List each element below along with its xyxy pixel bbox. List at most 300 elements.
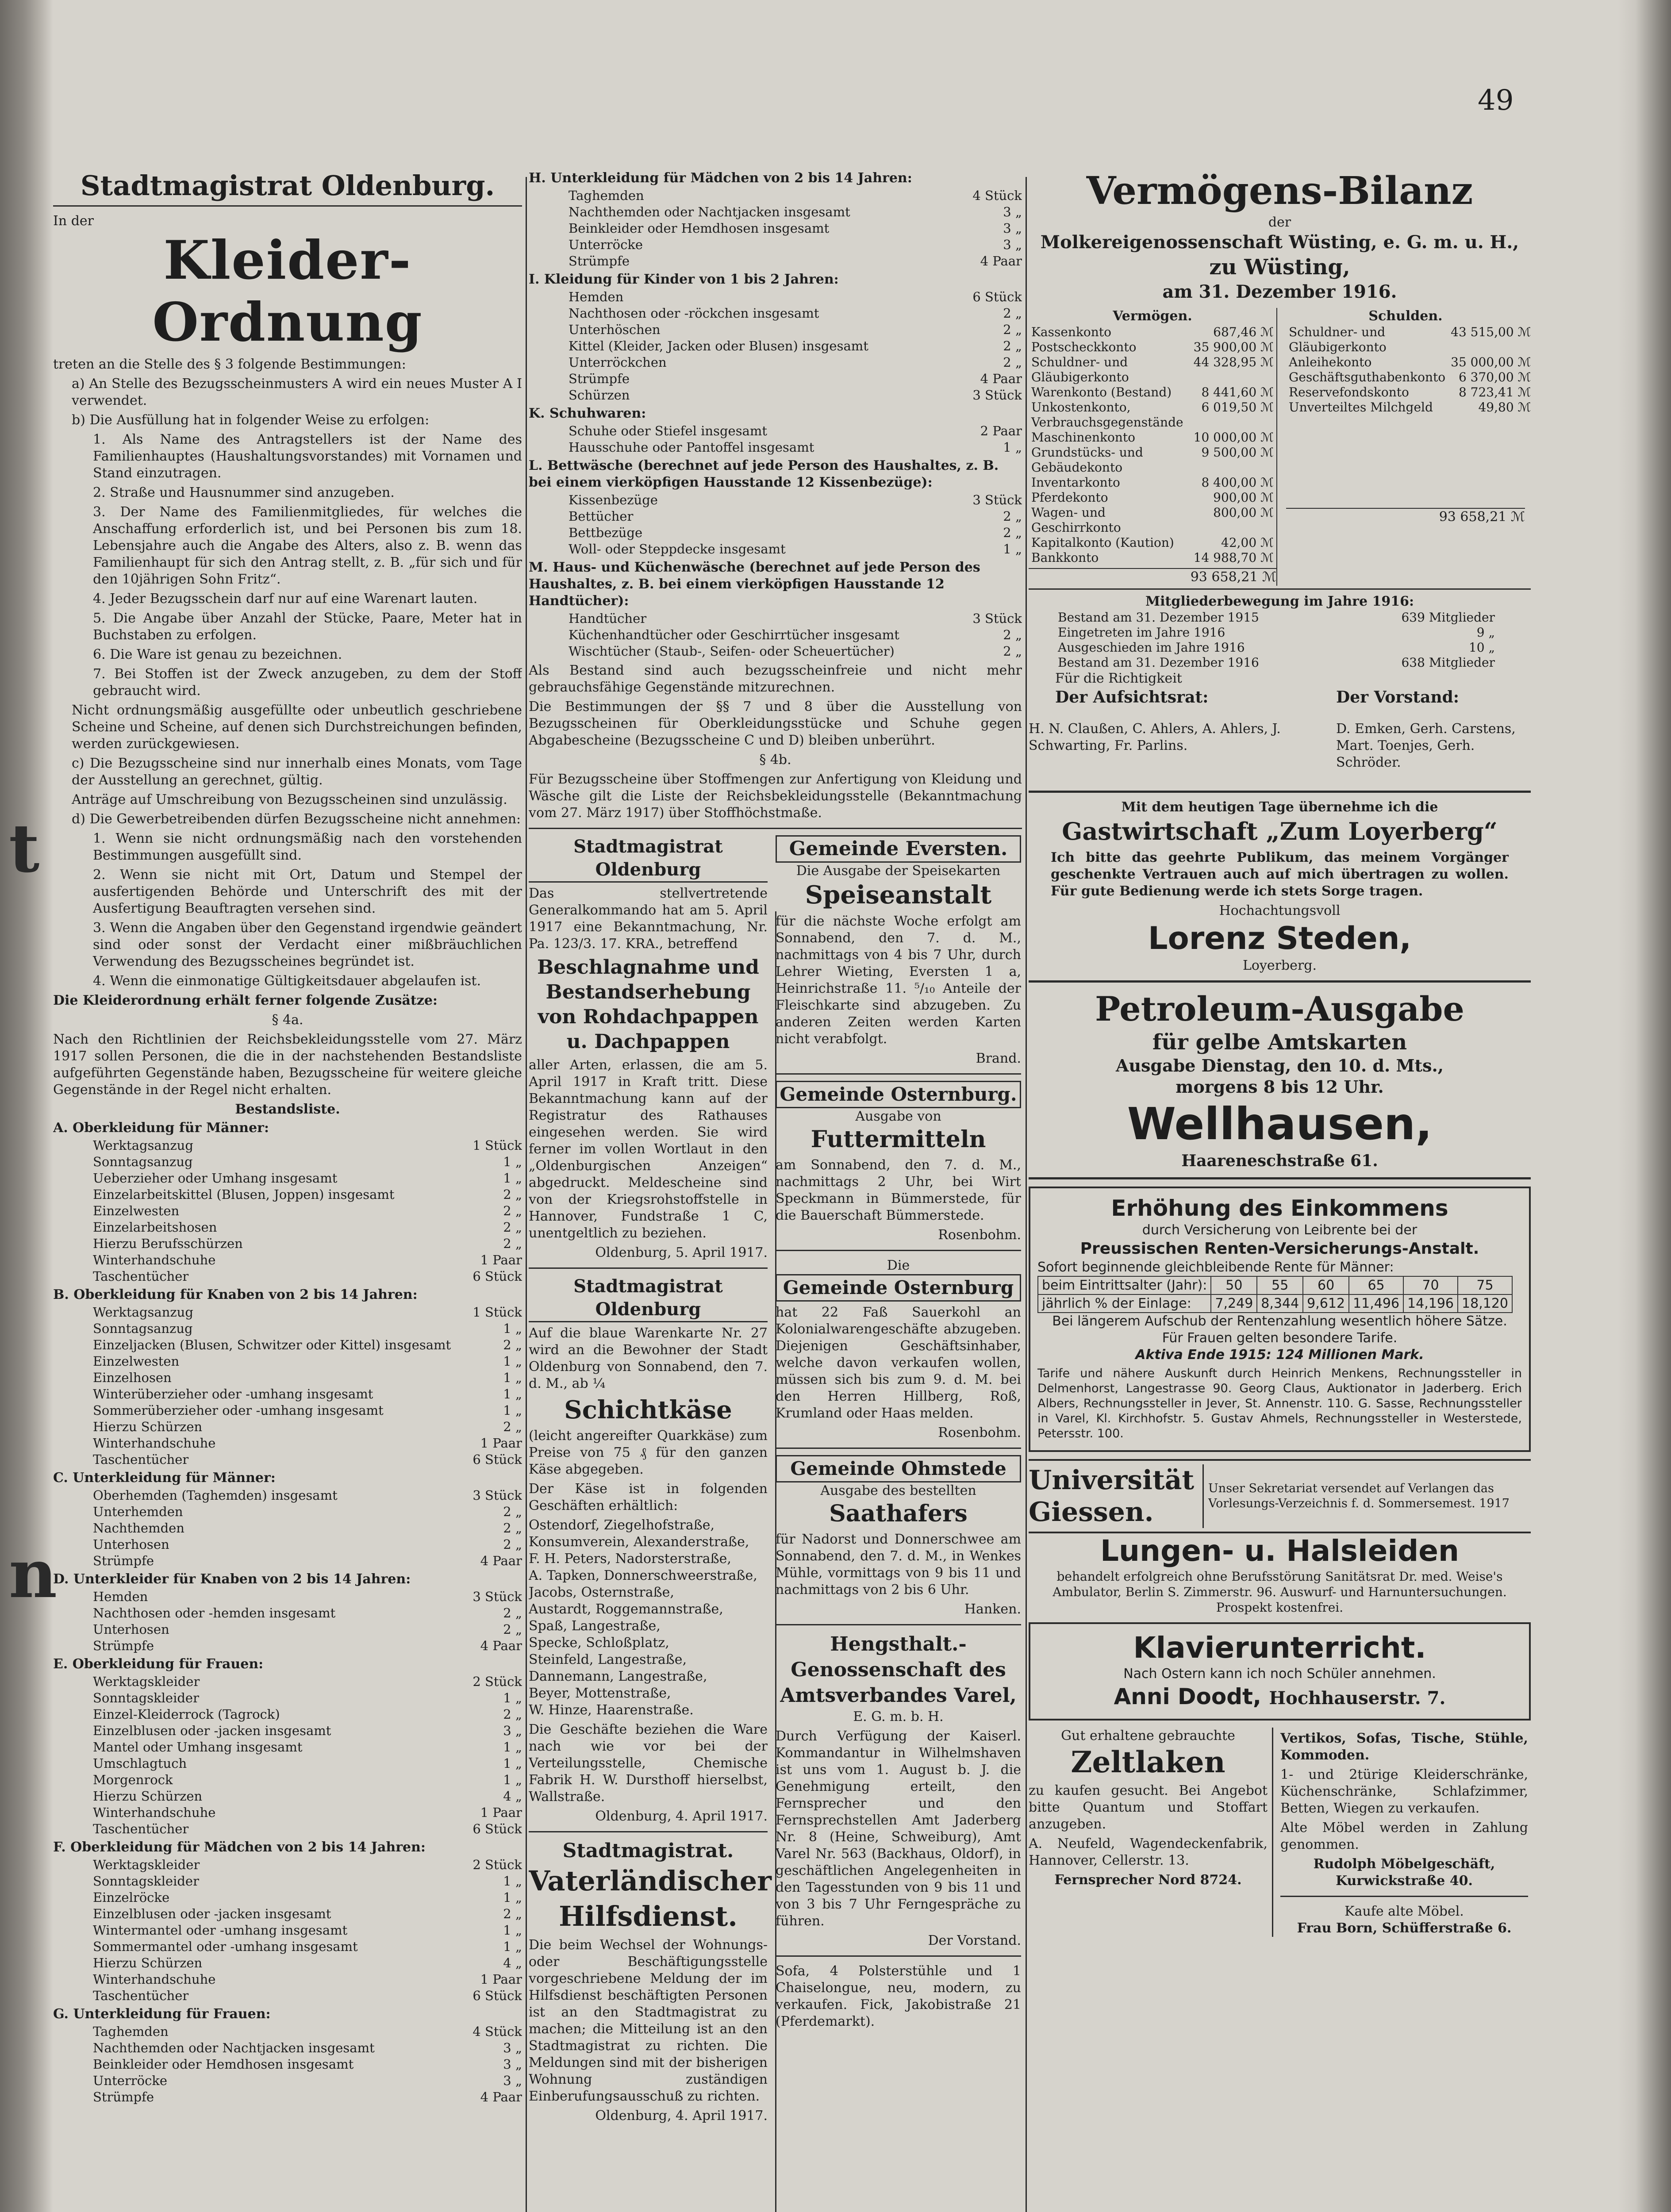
mitglieder-table xyxy=(1055,610,1498,670)
paragraph-4b-text: Für Bezugsscheine über Stoffmengen zur Anfertigung von Kleidung und Wäsche gilt die Liste der Reichsbekleidungsstelle (Bekanntmachung vom 27. März 1917) über Stoffhöchstmaße. xyxy=(529,772,1022,821)
notice-header: Stadtmagistrat Oldenburg xyxy=(529,1275,768,1322)
item-quantity: 2 Stück xyxy=(472,1857,522,1872)
item-quantity: 1 „ xyxy=(503,1154,522,1169)
item-quantity: 1 Paar xyxy=(480,1252,522,1267)
ad-renten-text: Für Frauen gelten besondere Tarife. xyxy=(1162,1330,1398,1346)
rates-cell: 11,496 xyxy=(1349,1294,1403,1313)
ad-klavier xyxy=(1029,1622,1531,1720)
item-quantity: 3 „ xyxy=(503,2073,522,2088)
ad-moebel-name: Rudolph Möbelgeschäft, Kurwickstraße 40. xyxy=(1313,1856,1495,1889)
table-row xyxy=(53,1955,522,1971)
group-title: M. Haus- und Küchenwäsche (berechnet auf jede Person des Haushaltes, z. B. bei einem vierköpfigen Hausstande 12 Handtücher): xyxy=(529,560,980,609)
table-row xyxy=(53,1187,522,1203)
item-name: Sommerüberzieher oder -umhang insgesamt xyxy=(93,1403,384,1418)
table-row xyxy=(1038,1276,1512,1294)
notices-left xyxy=(529,835,772,2124)
notice-title: Futtermitteln xyxy=(811,1126,986,1153)
account-value: 14 988,70 ℳ xyxy=(1193,550,1274,565)
account-value: 6 019,50 ℳ xyxy=(1201,400,1274,415)
item-name: Handtücher xyxy=(569,611,647,626)
table-row xyxy=(53,1170,522,1187)
table-row xyxy=(529,188,1022,204)
item-name: Winterhandschuhe xyxy=(93,1252,216,1267)
section-header: Stadtmagistrat Oldenburg. xyxy=(53,168,522,207)
account-value: 49,80 ℳ xyxy=(1478,400,1531,415)
table-row xyxy=(529,611,1022,627)
ad-moebel-name: Frau Born, Schüfferstraße 6. xyxy=(1297,1920,1512,1936)
table-row xyxy=(53,1889,522,1906)
notice-text: Ausgabe des bestellten xyxy=(820,1483,976,1498)
item-quantity: 2 „ xyxy=(503,1605,522,1621)
table-row xyxy=(53,1857,522,1873)
item-name: Taghemden xyxy=(569,188,644,203)
ad-loyerberg-title: Gastwirtschaft „Zum Loyerberg“ xyxy=(1062,817,1498,845)
shop-list xyxy=(529,1517,768,1719)
richtigkeit-text: Für die Richtigkeit xyxy=(1055,671,1182,686)
table-row xyxy=(53,1504,522,1520)
item-quantity: 2 „ xyxy=(503,1622,522,1637)
aufsichtsrat-label: Der Aufsichtsrat: xyxy=(1055,688,1209,707)
item-name: Unterröcke xyxy=(569,237,643,252)
item-name: Nachthemden oder Nachtjacken insgesamt xyxy=(93,2040,375,2055)
item-name: Sonntagsanzug xyxy=(93,1154,193,1169)
lead-text: treten an die Stelle des § 3 folgende Bestimmungen: xyxy=(53,357,406,372)
rates-cell: 50 xyxy=(1211,1276,1257,1294)
table-row xyxy=(53,1435,522,1452)
bestimmungen-text: Die Bestimmungen der §§ 7 und 8 über die Ausstellung von Bezugsscheinen für Oberkleidungsstücke und Schuhe gegen Abgabescheine (Bezugsscheine C und D) bleiben unberührt. xyxy=(529,699,1022,748)
bestand-note: Als Bestand sind auch bezugsscheinfreie und nicht mehr gebrauchsfähige Gegenstände mitzurechnen. xyxy=(529,663,1022,695)
item-quantity: 3 „ xyxy=(1003,237,1022,252)
account-value: 638 Mitglieder xyxy=(1401,655,1495,670)
shop-item: Specke, Schloßplatz, xyxy=(529,1635,669,1651)
account-name: Kassenkonto xyxy=(1031,325,1111,339)
schulden-header: Schulden. xyxy=(1368,308,1443,324)
item-name: Einzelblusen oder -jacken insgesamt xyxy=(93,1906,331,1921)
shop-item: Dannemann, Langestraße, xyxy=(529,1669,707,1684)
notice-title: Beschlagnahme und Bestandserhebung von Rohdachpappen u. Dachpappen xyxy=(537,956,759,1053)
ad-petroleum-name: Wellhausen, xyxy=(1127,1098,1433,1150)
table-row xyxy=(53,1772,522,1788)
ad-klavier-addr: Hochhauserstr. 7. xyxy=(1269,1688,1446,1709)
shop-item: W. Hinze, Haarenstraße. xyxy=(529,1702,694,1718)
group-title: K. Schuhwaren: xyxy=(529,406,646,421)
table-row xyxy=(1055,655,1498,670)
table-row xyxy=(53,1922,522,1939)
shop-item: Spaß, Langestraße, xyxy=(529,1618,661,1634)
account-value: 9 „ xyxy=(1476,625,1495,640)
item-name: Taschentücher xyxy=(93,1452,189,1467)
table-row xyxy=(53,1304,522,1321)
table-row xyxy=(529,371,1022,387)
item-quantity: 1 Stück xyxy=(472,1305,522,1320)
table-row xyxy=(1286,355,1531,370)
account-name: Inventarkonto xyxy=(1031,475,1120,490)
schulden-side xyxy=(1286,308,1531,586)
table-row xyxy=(1286,400,1531,415)
rates-cell: 14,196 xyxy=(1403,1294,1458,1313)
ad-klavier-title: Klavierunterricht. xyxy=(1133,1631,1426,1665)
vermoegen-header: Vermögen. xyxy=(1113,308,1192,324)
ad-renten-text: durch Versicherung von Leibrente bei der xyxy=(1142,1222,1417,1238)
account-name: Wagen- und Geschirrkonto xyxy=(1031,505,1121,535)
ad-zeltlaken-text: zu kaufen gesucht. Bei Angebot bitte Quantum und Stoffart anzugeben. xyxy=(1029,1783,1268,1832)
vorstand-label: Der Vorstand: xyxy=(1336,688,1460,707)
list-item: 1. Als Name des Antragstellers ist der Name des Familienhauptes (Haushaltungsvorstandes) mit Vornamen und Stand einzutragen. xyxy=(93,432,522,481)
d-item-list xyxy=(53,830,522,990)
item-name: Einzel-Kleiderrock (Tagrock) xyxy=(93,1707,280,1722)
table-row xyxy=(1286,385,1531,400)
ad-moebel-text: 1- und 2türige Kleiderschränke, Küchenschränke, Schlafzimmer, Betten, Wiegen zu verkaufen. xyxy=(1280,1767,1528,1816)
table-row xyxy=(529,305,1022,322)
account-name: Bankkonto xyxy=(1031,550,1099,565)
list-item: 4. Wenn die einmonatige Gültigkeitsdauer abgelaufen ist. xyxy=(93,973,481,989)
ads-bottom xyxy=(1029,1728,1531,1937)
item-name: Kittel (Kleider, Jacken oder Blusen) insgesamt xyxy=(569,338,868,353)
ad-petroleum-sub: für gelbe Amtskarten xyxy=(1152,1030,1407,1055)
account-value: 9 500,00 ℳ xyxy=(1201,445,1274,460)
table-row xyxy=(529,627,1022,643)
bestandsliste xyxy=(53,1120,522,2105)
table-row xyxy=(1055,640,1498,655)
account-name: Schuldner- und Gläubigerkonto xyxy=(1289,325,1387,354)
page-edge xyxy=(1618,0,1671,2212)
item-name: Hierzu Berufsschürzen xyxy=(93,1236,243,1251)
item-name: Einzeljacken (Blusen, Schwitzer oder Kittel) insgesamt xyxy=(93,1337,451,1352)
group-title: E. Oberkleidung für Frauen: xyxy=(53,1656,264,1672)
rates-label: beim Eintrittsalter (Jahr): xyxy=(1038,1276,1211,1294)
account-name: Postscheckkonto xyxy=(1031,340,1137,354)
table-row xyxy=(53,1873,522,1889)
ad-giessen xyxy=(1029,1459,1531,1533)
item-quantity: 4 Paar xyxy=(480,2089,522,2104)
ad-petroleum-time: morgens 8 bis 12 Uhr. xyxy=(1175,1077,1384,1097)
account-value: 35 900,00 ℳ xyxy=(1193,340,1274,354)
notice-date: Oldenburg, 5. April 1917. xyxy=(595,1245,768,1260)
list-item: 3. Der Name des Familienmitgliedes, für welches die Anschaffung erforderlich ist, und bei Personen bis zum 18. Lebensjahre auch die Angabe des Alters, also z. B. wenn das Familienhaupt für sich den Antrag stellt, z. B. „für sich und für den 10jährigen Sohn Fritz“. xyxy=(93,504,522,587)
account-value: 44 328,95 ℳ xyxy=(1193,355,1274,369)
item-name: Einzelarbeitshosen xyxy=(93,1220,217,1235)
group-title: L. Bettwäsche (berechnet auf jede Person des Haushaltes, z. B. bei einem vierköpfigen Hausstande 12 Kissenbezüge): xyxy=(529,458,999,490)
account-value: 10 000,00 ℳ xyxy=(1193,430,1274,445)
item-quantity: 6 Stück xyxy=(472,1988,522,2003)
item-quantity: 3 Stück xyxy=(472,1589,522,1604)
table-row xyxy=(53,1939,522,1955)
item-quantity: 3 Stück xyxy=(972,388,1022,403)
ad-renten-text: Tarife und nähere Auskunft durch Heinrich Menkens, Rechnungssteller in Delmenhorst, Langestrasse 90. Georg Claus, Auktionator in Jaderberg. Erich Albers, Rechnungssteller in Jever, St. Annenstr. 110. G. Sasse, Rechnungssteller in Varel, Kl. Kirchhofstr. 5. Gustav Ahmels, Rechnungssteller in Westerstede, Petersstr. 100. xyxy=(1037,1367,1522,1440)
account-name: Unkostenkonto, Verbrauchsgegenstände xyxy=(1031,400,1183,430)
account-name: Anleihekonto xyxy=(1289,355,1372,369)
item-quantity: 1 Stück xyxy=(472,1138,522,1153)
account-value: 43 515,00 ℳ xyxy=(1451,325,1531,339)
account-value: 900,00 ℳ xyxy=(1213,490,1274,505)
table-row xyxy=(53,2056,522,2073)
table-row xyxy=(53,1487,522,1504)
table-row xyxy=(53,1988,522,2004)
item-quantity: 1 „ xyxy=(503,1874,522,1889)
item-name: Nachthemden oder Nachtjacken insgesamt xyxy=(569,204,850,219)
item-name: Bettbezüge xyxy=(569,525,643,540)
table-row xyxy=(53,1805,522,1821)
table-row xyxy=(53,1706,522,1723)
item-name: Sommermantel oder -umhang insgesamt xyxy=(93,1939,358,1954)
notice-date: Oldenburg, 4. April 1917. xyxy=(595,1809,768,1824)
account-value: 8 441,60 ℳ xyxy=(1201,385,1274,399)
table-row xyxy=(53,1236,522,1252)
item-quantity: 4 Paar xyxy=(480,1638,522,1653)
item-quantity: 3 „ xyxy=(503,2057,522,2072)
item-name: Einzelwesten xyxy=(93,1203,180,1218)
item-quantity: 6 Stück xyxy=(972,289,1022,304)
item-quantity: 2 „ xyxy=(503,1236,522,1251)
item-quantity: 6 Stück xyxy=(472,1821,522,1836)
item-name: Einzelwesten xyxy=(93,1354,180,1369)
ad-renten-title: Erhöhung des Einkommens xyxy=(1111,1195,1448,1221)
item-quantity: 2 „ xyxy=(503,1504,522,1519)
list-item: 7. Bei Stoffen ist der Zweck anzugeben, zu dem der Stoff gebraucht wird. xyxy=(93,666,522,699)
item-quantity: 2 „ xyxy=(1003,306,1022,321)
item-name: Hierzu Schürzen xyxy=(93,1419,203,1434)
notice-sign: Rosenbohm. xyxy=(938,1425,1021,1440)
list-title: Bestandsliste. xyxy=(235,1102,340,1117)
notice-date: Oldenburg, 4. April 1917. xyxy=(595,2108,768,2124)
item-quantity: 2 „ xyxy=(503,1220,522,1235)
account-value: 800,00 ℳ xyxy=(1213,505,1274,520)
item-quantity: 2 „ xyxy=(503,1337,522,1352)
table-row xyxy=(1029,490,1276,505)
table-row xyxy=(53,1906,522,1922)
item-quantity: 4 Paar xyxy=(980,253,1022,269)
vermoegen-side xyxy=(1029,308,1277,586)
notice-text: hat 22 Faß Sauerkohl an Kolonialwarengeschäfte abzugeben. Diejenigen Geschäftsinhaber, welche davon verkaufen wollen, müssen sich bis zum 9. d. M. bei den Herren Hillberg, Roß, Krumland oder Haas melden. xyxy=(776,1305,1021,1421)
signatures xyxy=(1029,687,1531,784)
ad-zeltlaken-title: Zeltlaken xyxy=(1071,1745,1225,1779)
aufsichtsrat-names: H. N. Claußen, C. Ahlers, A. Ahlers, J. Schwarting, Fr. Parlins. xyxy=(1029,721,1281,753)
list-item: 2. Wenn sie nicht mit Ort, Datum und Stempel der ausfertigenden Behörde und Unterschrift des mit der Ausfertigung Beauftragten versehen sind. xyxy=(93,867,522,916)
table-row xyxy=(1029,400,1276,430)
table-row xyxy=(1055,610,1498,625)
ad-giessen-title: Universität Giessen. xyxy=(1029,1464,1204,1528)
book-spine xyxy=(0,0,58,2212)
table-row xyxy=(1038,1294,1512,1313)
account-name: Maschinenkonto xyxy=(1031,430,1136,445)
item-quantity: 4 Stück xyxy=(472,2024,522,2039)
group-title: G. Unterkleidung für Frauen: xyxy=(53,2006,271,2022)
table-row xyxy=(529,237,1022,253)
table-row xyxy=(53,1788,522,1805)
item-name: Werktagskleider xyxy=(93,1857,200,1872)
ad-moebel xyxy=(1280,1728,1528,1937)
account-name: Grundstücks- und Gebäudekonto xyxy=(1031,445,1143,475)
item-name: Hemden xyxy=(93,1589,148,1604)
table-row xyxy=(53,1621,522,1638)
account-value: 35 000,00 ℳ xyxy=(1451,355,1531,369)
column-kleiderordnung xyxy=(53,168,522,2212)
item-quantity: 1 „ xyxy=(503,1354,522,1369)
rates-cell: 18,120 xyxy=(1458,1294,1512,1313)
account-name: Ausgeschieden im Jahre 1916 xyxy=(1058,640,1245,655)
table-row xyxy=(53,1321,522,1337)
item-quantity: 2 Paar xyxy=(980,423,1022,438)
item-name: Winterhandschuhe xyxy=(93,1805,216,1820)
item-quantity: 2 „ xyxy=(1003,322,1022,337)
notice-sign: Brand. xyxy=(976,1051,1021,1066)
item-name: Strümpfe xyxy=(93,1638,154,1653)
account-name: Eingetreten im Jahre 1916 xyxy=(1058,625,1225,640)
paragraph-c: c) Die Bezugsscheine sind nur innerhalb eines Monats, vom Tage der Ausstellung an gerechnet, gültig. xyxy=(72,756,522,788)
item-quantity: 1 „ xyxy=(503,1321,522,1336)
item-name: Werktagsanzug xyxy=(93,1305,193,1320)
account-name: Geschäftsguthabenkonto xyxy=(1289,370,1446,384)
rates-label: jährlich % der Einlage: xyxy=(1038,1294,1211,1313)
shop-item: Jacobs, Osternstraße, xyxy=(529,1585,674,1600)
item-quantity: 2 „ xyxy=(503,1187,522,1202)
table-row xyxy=(529,204,1022,220)
table-row xyxy=(53,1386,522,1402)
item-quantity: 2 „ xyxy=(503,1707,522,1722)
notice-title: Hengsthalt.-Genossenschaft des Amtsverbandes Varel, xyxy=(780,1633,1017,1707)
item-quantity: 3 Stück xyxy=(472,1488,522,1503)
item-quantity: 1 „ xyxy=(503,1939,522,1954)
group-title: A. Oberkleidung für Männer: xyxy=(53,1120,269,1136)
table-row xyxy=(1029,445,1276,475)
item-name: Küchenhandtücher oder Geschirrtücher insgesamt xyxy=(569,627,899,642)
item-quantity: 1 „ xyxy=(503,1171,522,1186)
table-row xyxy=(1286,325,1531,355)
list-item: 3. Wenn die Angaben über den Gegenstand irgendwie geändert sind oder sonst der Verdacht einer mißbräuchlichen Verwendung des Bezugsscheines begründet ist. xyxy=(93,920,522,969)
shop-item: F. H. Peters, Nadorsterstraße, xyxy=(529,1551,731,1567)
item-quantity: 1 Paar xyxy=(480,1436,522,1451)
item-quantity: 1 Paar xyxy=(480,1972,522,1987)
table-row xyxy=(1055,625,1498,640)
item-quantity: 2 „ xyxy=(1003,338,1022,353)
item-quantity: 4 Paar xyxy=(480,1553,522,1568)
cut-letter: n xyxy=(9,1535,58,1613)
table-row xyxy=(1029,475,1276,490)
table-row xyxy=(53,1638,522,1654)
account-value: 8 723,41 ℳ xyxy=(1458,385,1531,399)
ad-renten-company: Preussischen Renten-Versicherungs-Anstalt. xyxy=(1080,1240,1479,1258)
item-quantity: 4 Paar xyxy=(980,371,1022,386)
item-name: Schuhe oder Stiefel insgesamt xyxy=(569,423,768,438)
bilanz-table xyxy=(1029,308,1531,590)
notice-text: Der Käse ist in folgenden Geschäften erhältlich: xyxy=(529,1481,768,1513)
paragraph-c-note: Anträge auf Umschreibung von Bezugsscheinen sind unzulässig. xyxy=(72,792,507,807)
item-name: Einzelblusen oder -jacken insgesamt xyxy=(93,1723,331,1738)
ad-petroleum-title: Petroleum-Ausgabe xyxy=(1095,989,1464,1029)
table-row xyxy=(529,322,1022,338)
table-row xyxy=(1029,385,1276,400)
shop-item: Austardt, Roggemannstraße, xyxy=(529,1601,723,1617)
item-quantity: 4 Stück xyxy=(972,188,1022,203)
item-name: Winterüberzieher oder -umhang insgesamt xyxy=(93,1386,373,1402)
notice-text: Die beim Wechsel der Wohnungs- oder Beschäftigungsstelle vorgeschriebene Meldung der im Hilfsdienst beschäftigten Personen ist an den Stadtmagistrat zu machen; die Mitteilung ist an den Stadtmagistrat zu richten. Die Meldungen sind mit der bisherigen Wohnung zuständigen Einberufungsausschuß zu richten. xyxy=(529,1937,768,2104)
item-quantity: 6 Stück xyxy=(472,1269,522,1284)
item-quantity: 3 „ xyxy=(503,2040,522,2055)
notice-header: Stadtmagistrat. xyxy=(562,1839,734,1862)
table-row xyxy=(529,508,1022,525)
ad-loyerberg-text: Ich bitte das geehrte Publikum, das meinem Vorgänger geschenkte Vertrauen auch auf mich übertragen zu wollen. Für gute Bedienung werde ich stets Sorge tragen. xyxy=(1051,850,1509,899)
rates-cell: 65 xyxy=(1349,1276,1403,1294)
rates-cell: 70 xyxy=(1403,1276,1458,1294)
table-row xyxy=(1029,355,1276,385)
item-quantity: 1 „ xyxy=(503,1890,522,1905)
item-quantity: 2 „ xyxy=(503,1521,522,1536)
notices-right xyxy=(776,835,1021,2124)
shop-item: Beyer, Mottenstraße, xyxy=(529,1686,671,1701)
notice-text: Die Ausgabe der Speisekarten xyxy=(796,863,1001,879)
notice-header: Gemeinde Ohmstede xyxy=(776,1455,1021,1482)
table-row xyxy=(53,1723,522,1739)
table-row xyxy=(53,1674,522,1690)
ad-lungen-text: behandelt erfolgreich ohne Berufsstörung Sanitätsrat Dr. med. Weise's Ambulator, Berlin S. Zimmerstr. 96. Auswurf- und Harnuntersuchungen. Prospekt kostenfrei. xyxy=(1053,1569,1507,1615)
list-item: 1. Wenn sie nicht ordnungsmäßig nach den vorstehenden Bestimmungen ausgefüllt sind. xyxy=(93,831,522,863)
item-name: Wischtücher (Staub-, Seifen- oder Scheuertücher) xyxy=(569,644,895,659)
notice-text: E. G. m. b. H. xyxy=(853,1709,944,1724)
item-quantity: 1 „ xyxy=(1003,440,1022,455)
vermoegen-table xyxy=(1029,325,1276,565)
item-quantity: 1 „ xyxy=(503,1386,522,1402)
item-quantity: 1 Paar xyxy=(480,1805,522,1820)
notice-text: (leicht angereifter Quarkkäse) zum Preise von 75 ₰ für den ganzen Käse abgegeben. xyxy=(529,1428,768,1477)
item-name: Beinkleider oder Hemdhosen insgesamt xyxy=(569,221,830,236)
item-name: Hausschuhe oder Pantoffel insgesamt xyxy=(569,440,814,455)
item-name: Unterhöschen xyxy=(569,322,661,337)
item-name: Einzelarbeitskittel (Blusen, Joppen) insgesamt xyxy=(93,1187,395,1202)
notice-sign: Hanken. xyxy=(964,1601,1021,1617)
item-name: Werktagsanzug xyxy=(93,1138,193,1153)
item-name: Unterhosen xyxy=(93,1537,169,1552)
ad-loyerberg-lead: Mit dem heutigen Tage übernehme ich die xyxy=(1121,799,1438,815)
column-rule xyxy=(526,177,527,2212)
rates-table xyxy=(1037,1276,1513,1313)
table-row xyxy=(53,1402,522,1419)
account-name: Bestand am 31. Dezember 1916 xyxy=(1058,655,1259,670)
table-row xyxy=(53,1252,522,1268)
b-item-list xyxy=(53,431,522,699)
rates-cell: 9,612 xyxy=(1303,1294,1349,1313)
item-quantity: 1 „ xyxy=(503,1923,522,1938)
item-name: Werktagskleider xyxy=(93,1674,200,1689)
item-name: Nachthemden xyxy=(93,1521,184,1536)
ad-zeltlaken-tel: Fernsprecher Nord 8724. xyxy=(1054,1872,1242,1888)
item-quantity: 2 „ xyxy=(503,1906,522,1921)
item-quantity: 1 „ xyxy=(503,1690,522,1705)
table-row xyxy=(1029,430,1276,445)
table-row xyxy=(1029,505,1276,535)
item-quantity: 2 „ xyxy=(503,1537,522,1552)
account-value: 8 400,00 ℳ xyxy=(1201,475,1274,490)
notice-text: Auf die blaue Warenkarte Nr. 27 wird an die Bewohner der Stadt Oldenburg von Sonnabend, den 7. d. M., ab ¼ xyxy=(529,1325,768,1391)
notice-header: Gemeinde Eversten. xyxy=(776,835,1021,863)
notice-sign: Der Vorstand. xyxy=(928,1933,1021,1948)
item-name: Sonntagsanzug xyxy=(93,1321,193,1336)
notice-text: Die Geschäfte beziehen die Ware nach wie vor bei der Verteilungsstelle, Chemische Fabrik H. W. Dursthoff hierselbst, Wallstraße. xyxy=(529,1722,768,1805)
item-name: Strümpfe xyxy=(569,371,630,386)
schulden-table xyxy=(1286,325,1531,415)
item-quantity: 3 „ xyxy=(1003,221,1022,236)
table-row xyxy=(529,643,1022,660)
item-name: Sonntagskleider xyxy=(93,1690,199,1705)
table-row xyxy=(529,289,1022,305)
table-row xyxy=(53,1337,522,1353)
ad-zeltlaken-name: A. Neufeld, Wagendeckenfabrik, Hannover, Cellerstr. 13. xyxy=(1029,1836,1268,1868)
notice-text: für die nächste Woche erfolgt am Sonnabend, den 7. d. M., nachmittags von 4 bis 7 Uhr, durch Lehrer Wieting, Eversten 1 a, Heinrichstraße 11. ⁵/₁₀ Anteile der Fleischkarte sind abzugeben. Zu anderen Zeiten werden Karten nicht verabfolgt. xyxy=(776,914,1021,1047)
bilanz-title: Vermögens-Bilanz xyxy=(1086,169,1473,213)
notice-title: Vaterländischer Hilfsdienst. xyxy=(529,1865,772,1932)
group-title: C. Unterkleidung für Männer: xyxy=(53,1470,276,1486)
item-name: Wintermantel oder -umhang insgesamt xyxy=(93,1923,348,1938)
ad-renten-text: Sofort beginnende gleichbleibende Rente für Männer: xyxy=(1037,1260,1394,1275)
